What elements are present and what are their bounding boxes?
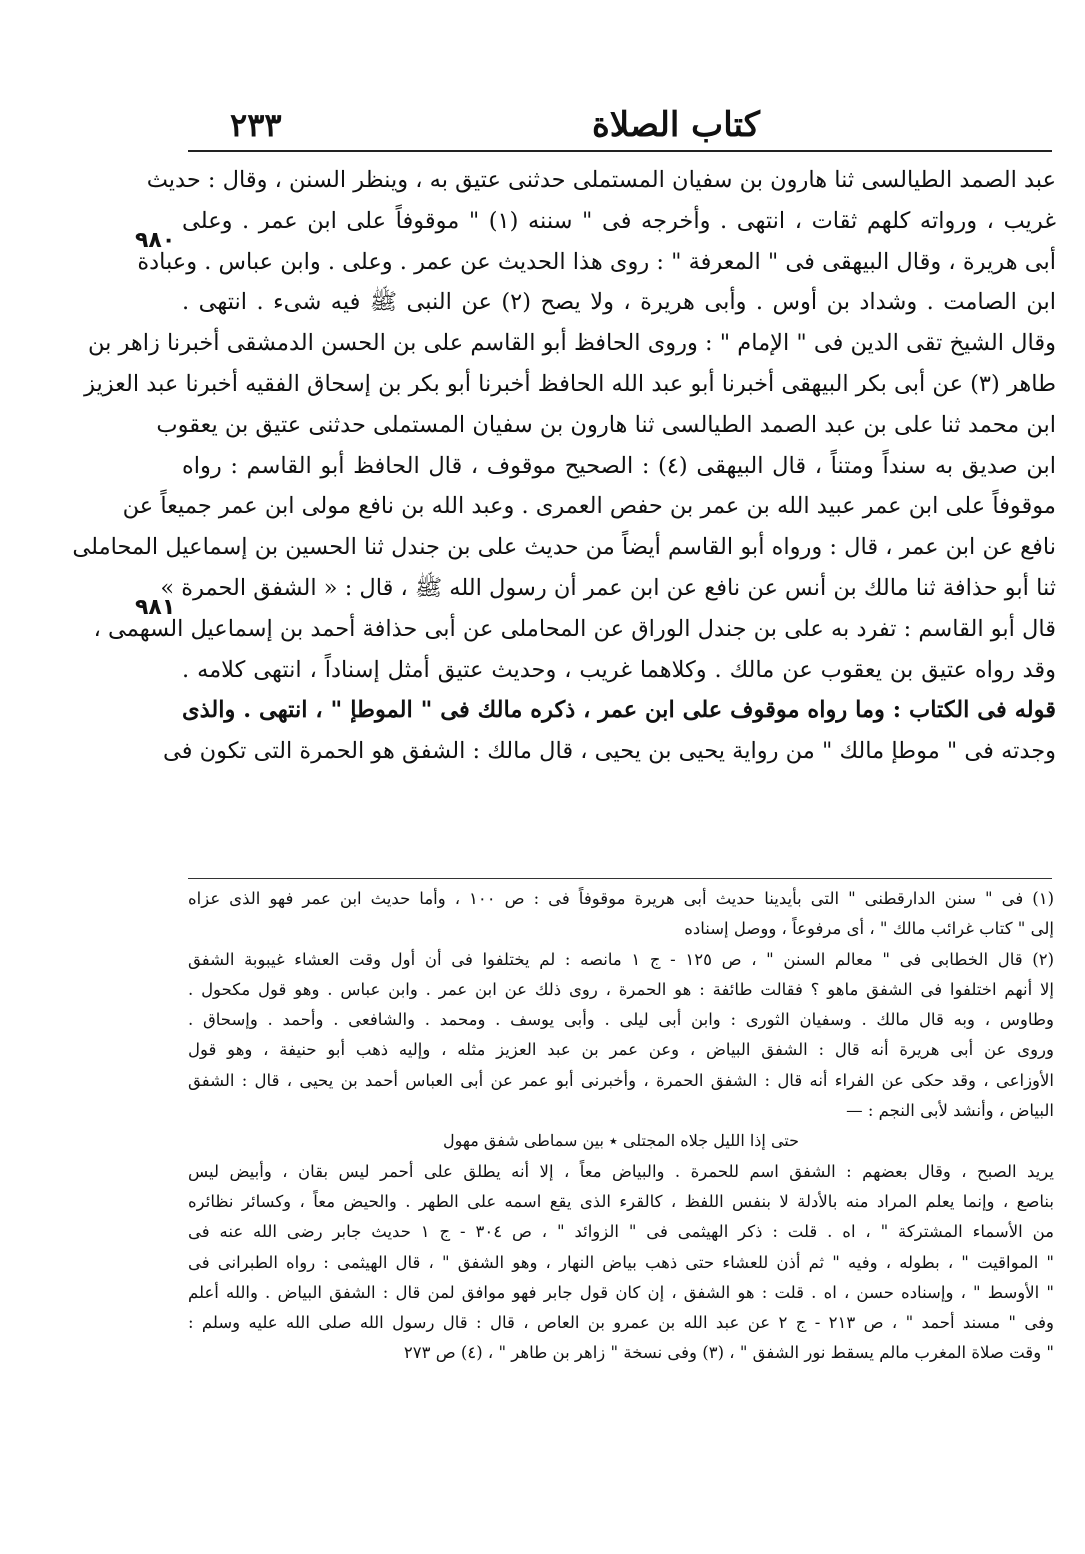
text-line: وقال الشيخ تقى الدين فى " الإمام " : وروى الحافظ أبو القاسم على بن الحسن الدمشقى أخبرنا زاهر بن [87, 330, 1056, 357]
text-line: أبى هريرة ، وقال البيهقى فى " المعرفة " : روى هذا الحديث عن عمر . وعلى . وابن عباس . وعبادة [137, 248, 1056, 275]
text-line: طاهر (٣) عن أبى بكر البيهقى أخبرنا أبو عبد الله الحافظ أخبرنا أبو بكر بن إسحاق الفقيه أخبرنا عبد العزيز [84, 370, 1056, 397]
page-header [190, 100, 1050, 150]
text-line: وقد رواه عتيق بن يعقوب عن مالك . وكلاهما غريب ، وحديث عتيق أمثل إسناداً ، انتهى كلامه . [182, 656, 1056, 683]
text-line: عبد الصمد الطيالسى ثنا هارون بن سفيان المستملى حدثنى عتيق به ، وينظر السنن ، وقال : حديث [146, 167, 1056, 193]
header-rule [188, 150, 1052, 152]
text-line: ابن محمد ثنا على بن عبد الصمد الطيالسى ثنا هارون بن سفيان المستملى حدثنى عتيق بن يعقوب [156, 411, 1056, 438]
footnote-line: يريد الصبح ، وقال بعضهم : الشفق اسم للحمرة . والبياض معاً ، إلا أنه يطلق على أحمر ليس بقان ، وأبيض ليس [188, 1161, 1054, 1181]
footnote-line: البياض ، وأنشد لأبى النجم : — [846, 1101, 1054, 1121]
text-line: نافع عن ابن عمر ، قال : ورواه أبو القاسم أيضاً من حديث على بن جندل ثنا الحسين بن إسماعيل المحاملى [72, 534, 1056, 561]
footnote-line: (٢) قال الخطابى فى " معالم السنن " ، ص ١٢٥ - ج ١ مانصه : لم يختلفوا فى أن أول وقت العشاء غيبوبة الشفق [188, 949, 1054, 969]
footnote-line: (١) فى " سنن الدارقطنى " التى بأيدينا حديث أبى هريرة موقوفاً فى : ص ١٠٠ ، وأما حديث ابن عمر فهو الذى عزاه [188, 889, 1054, 908]
margin-number-980: ٩٨٠ [135, 228, 176, 253]
text-line: قوله فى الكتاب : وما رواه موقوف على ابن عمر ، ذكره مالك فى " الموطإ " ، انتهى . والذى [182, 697, 1056, 724]
text-line: موقوفاً على ابن عمر عبيد الله بن عمر بن حفص العمرى . وعبد الله بن نافع مولى ابن عمر جميعاً عن [122, 493, 1056, 520]
text-line: ابن صديق به سنداً ومتناً ، قال البيهقى (٤) : الصحيح موقوف ، قال الحافظ أبو القاسم : رواه [182, 452, 1056, 479]
text-line: ثنا أبو حذافة ثنا مالك بن أنس عن نافع عن ابن عمر أن رسول الله ﷺ ، قال : « الشفق الحمرة » [160, 574, 1056, 601]
text-line: ابن الصامت . وشداد بن أوس . وأبى هريرة ، ولا يصح (٢) عن النبى ﷺ فيه شىء . انتهى . [182, 289, 1056, 316]
footnote-rule [188, 878, 1052, 879]
text-line: وجدته فى " موطإ مالك " من رواية يحيى بن يحيى ، قال مالك : الشفق هو الحمرة التى تكون فى [162, 738, 1056, 765]
footnotes [188, 884, 1054, 1369]
footnote-line: وطاوس ، وبه قال مالك . وسفيان الثورى : وابن أبى ليلى . وأبى يوسف . ومحمد . والشافعى . وأحمد . وإسحاق . [188, 1010, 1054, 1030]
page-number: ٢٣٣ [230, 106, 282, 144]
footnote-line: بناصع ، وإنما يعلم المراد منه بالأدلة لا بنفس اللفظ ، كالقرء الذى يقع اسمه على الطهر . والحيض معاً ، وكسائر نظائره [188, 1191, 1054, 1211]
text-line: قال أبو القاسم : تفرد به على بن جندل الوراق عن المحاملى عن أبى حذافة أحمد بن إسماعيل السهمى ، [93, 615, 1056, 642]
running-title: كتاب الصلاة [591, 105, 760, 145]
footnote-line: إلى " كتاب غرائب مالك " ، أى مرفوعاً ، ووصل إسناده [684, 919, 1054, 939]
margin-number-981: ٩٨١ [135, 595, 176, 620]
text-line: غريب ، ورواته كلهم ثقات ، انتهى . وأخرجه فى " سننه (١) " موقوفاً على ابن عمر . وعلى [182, 207, 1057, 234]
footnote-line: " وقت صلاة المغرب مالم يسقط نور الشفق " ، (٣) وفى نسخة " زاهر بن طاهر " ، (٤) ص ٢٧٣ [403, 1343, 1054, 1363]
footnote-line: إلا أنهم اختلفوا فى الشفق ماهو ؟ فقالت طائفة : هو الحمرة ، روى ذلك عن ابن عمر . وابن عباس . وهو قول مكحول . [188, 979, 1054, 999]
footnote-line: وفى " مسند أحمد " ، ص ٢١٣ - ج ٢ عن عبد الله بن عمرو بن العاص ، قال : قال رسول الله صلى الله عليه وسلم : [188, 1313, 1054, 1333]
footnote-line: " الأوسط " ، وإسناده حسن ، اه . قلت : هو الشفق ، إن كان قول جابر فهو موافق لمن قال : الشفق البياض . والله أعلم [188, 1282, 1054, 1302]
footnote-line: من الأسماء المشتركة " ، اه . قلت : ذكر الهيثمى فى " الزوائد " ، ص ٣٠٤ - ج ١ حديث جابر رضى الله عنه فى [188, 1222, 1054, 1242]
verse-line: حتى إذا الليل جلاه المجتلى ٭ بين سماطى شفق مهول [442, 1131, 800, 1151]
footnote-line: وروى عن أبى هريرة أنه قال : الشفق البياض ، وعن عمر بن عبد العزيز مثله ، وإليه ذهب أبو حنيفة ، وهو قول [188, 1040, 1054, 1060]
footnote-line: " المواقيت " ، بطوله ، وفيه " ثم أذن للعشاء حتى ذهب بياض النهار ، وهو الشفق " ، قال الهيثمى : رواه الطبرانى فى [188, 1252, 1054, 1272]
footnote-line: الأوزاعى ، وقد حكى عن الفراء أنه قال : الشفق الحمرة ، وأخبرنى أبو عمر عن أبى العباس أحمد بن يحيى ، قال : الشفق [188, 1070, 1054, 1090]
